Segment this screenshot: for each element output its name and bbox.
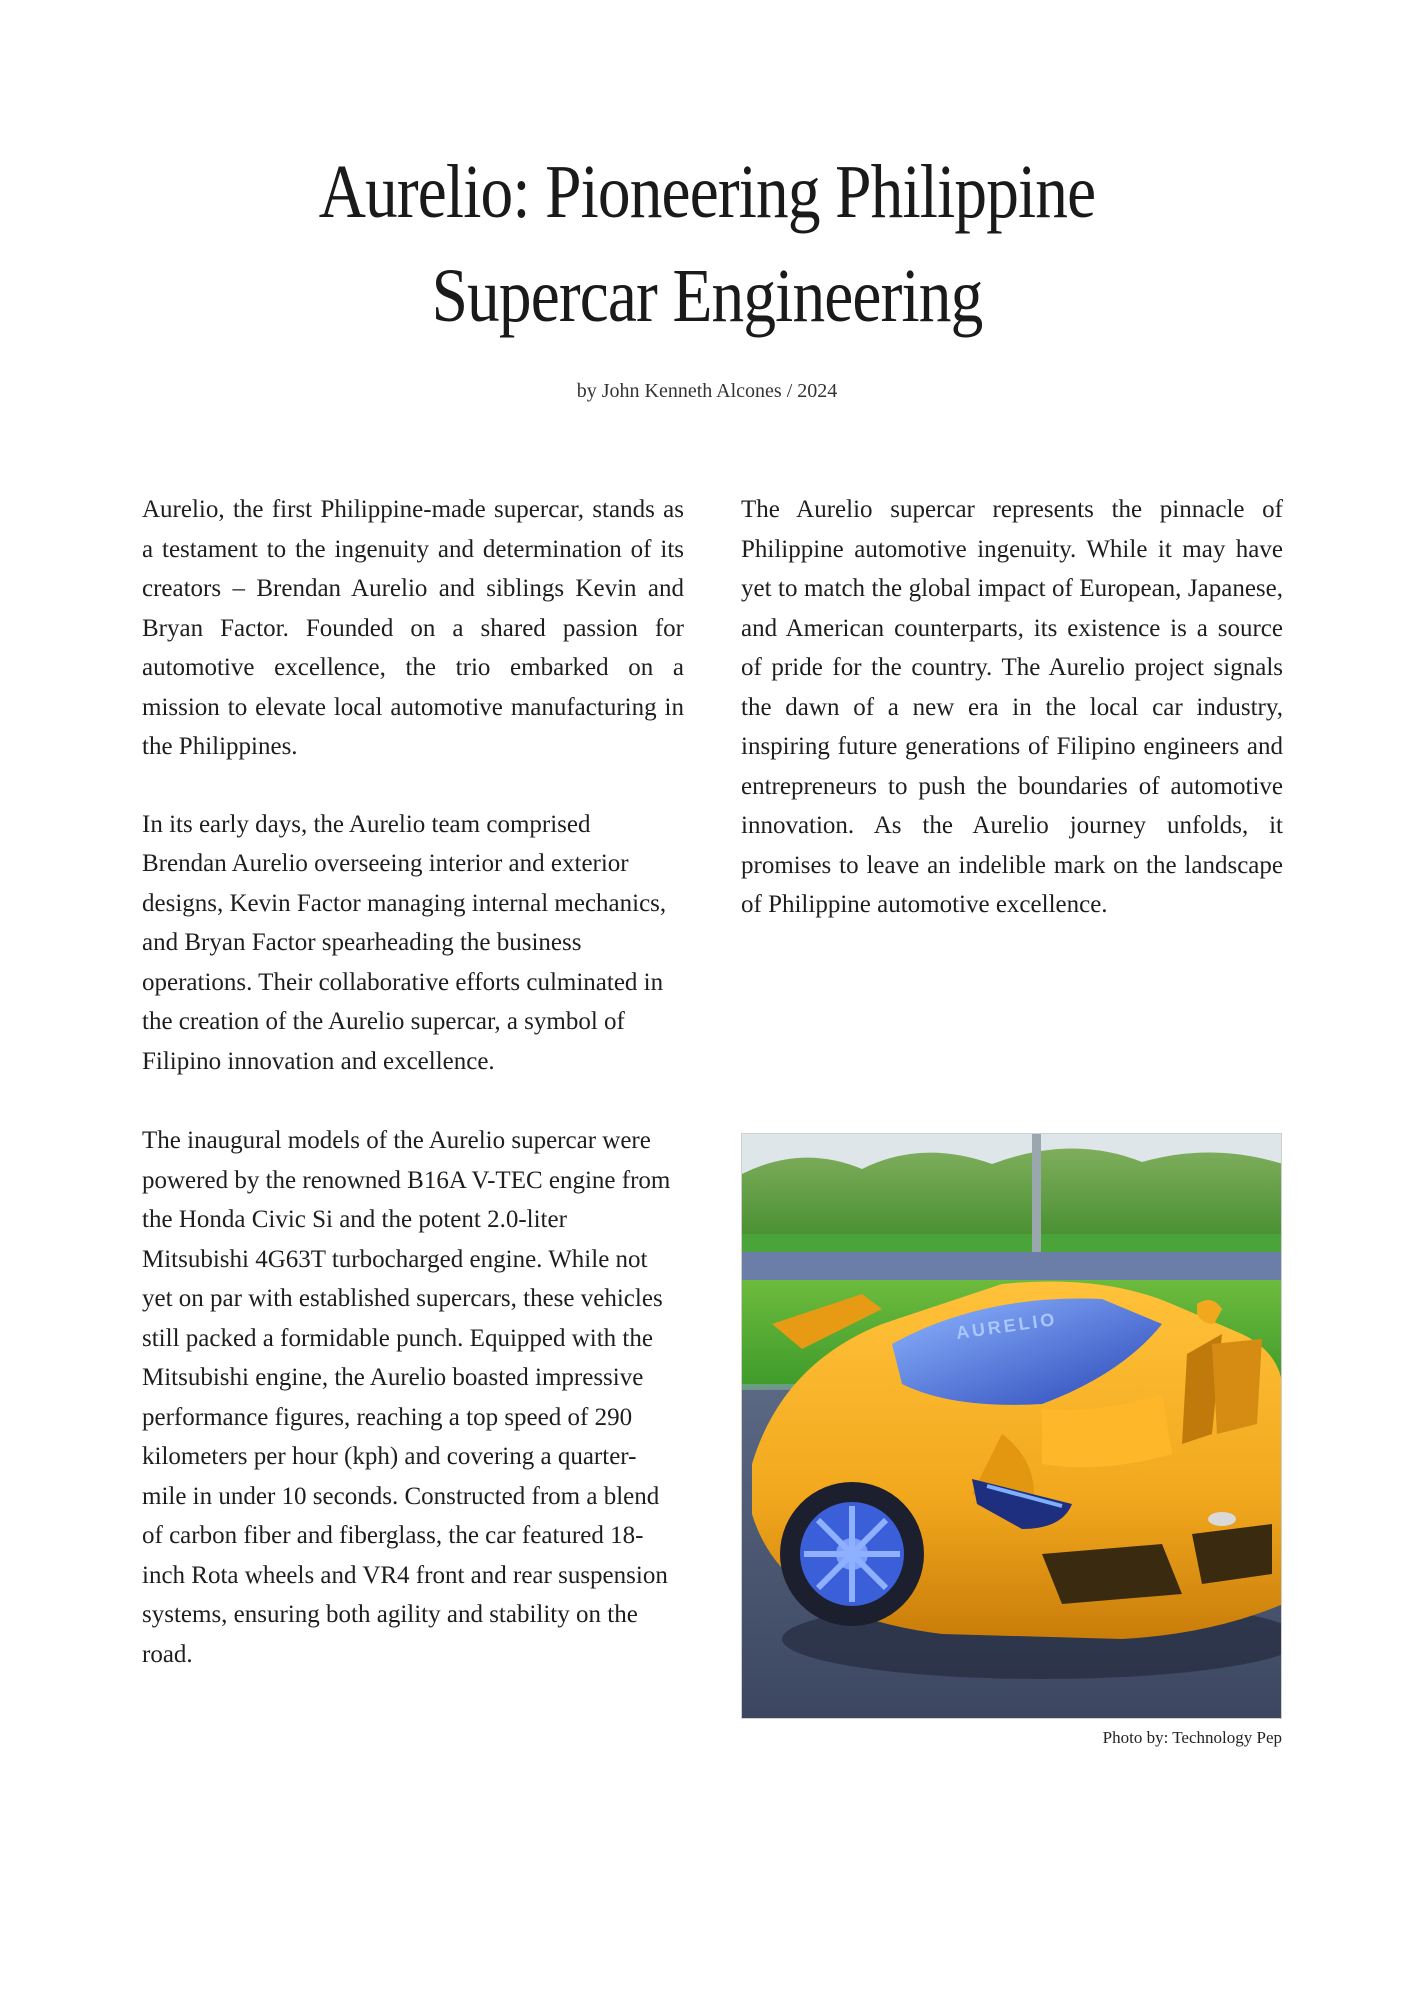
left-column (142, 490, 684, 1674)
right-column (741, 490, 1283, 925)
byline: by John Kenneth Alcones / 2024 (576, 380, 838, 402)
paragraph-conclusion: The Aurelio supercar represents the pinnacle of Philippine automotive ingenuity. While it may have yet to match the global impact of European, Japanese, and American counterparts, its existence is a source of pride for the country. The Aurelio project signals the dawn of a new era in the local car industry, inspiring future generations of Filipino engineers and entrepreneurs to push the boundaries of automotive innovation. As the Aurelio journey unfolds, it promises to leave an indelible mark on the landscape of Philippine automotive excellence. (741, 496, 1283, 918)
paragraph-team: In its early days, the Aurelio team comprised Brendan Aurelio overseeing interior and exterior designs, Kevin Factor managing internal mechanics, and Bryan Factor spearheading the business operations. Their collaborative efforts culminated in the creation of the Aurelio supercar, a symbol of Filipino innovation and excellence. (142, 810, 667, 1075)
article-title (99, 140, 1315, 348)
title-line-1: Aurelio: Pioneering Philippine (318, 150, 1096, 234)
car-photo (741, 1133, 1282, 1719)
windshield-text: AURELIO (954, 1308, 1059, 1343)
photo-caption: Photo by: Technology Pep (1102, 1728, 1282, 1747)
title-line-2: Supercar Engineering (431, 254, 983, 338)
paragraph-intro: Aurelio, the first Philippine-made supercar, stands as a testament to the ingenuity and determination of its creators – Brendan Aurelio and siblings Kevin and Bryan Factor. Founded on a shared passion for automotive excellence, the trio embarked on a mission to elevate local automotive manufacturing in the Philippines. (142, 496, 684, 760)
paragraph-models: The inaugural models of the Aurelio supercar were powered by the renowned B16A V-TEC engine from the Honda Civic Si and the potent 2.0-liter Mitsubishi 4G63T turbocharged engine. While not yet on par with established supercars, these vehicles still packed a formidable punch. Equipped with the Mitsubishi engine, the Aurelio boasted impressive performance figures, reaching a top speed of 290 kilometers per hour (kph) and covering a quarter-mile in under 10 seconds. Constructed from a blend of carbon fiber and fiberglass, the car featured 18-inch Rota wheels and VR4 front and rear suspension systems, ensuring both agility and stability on the road. (142, 1127, 671, 1668)
